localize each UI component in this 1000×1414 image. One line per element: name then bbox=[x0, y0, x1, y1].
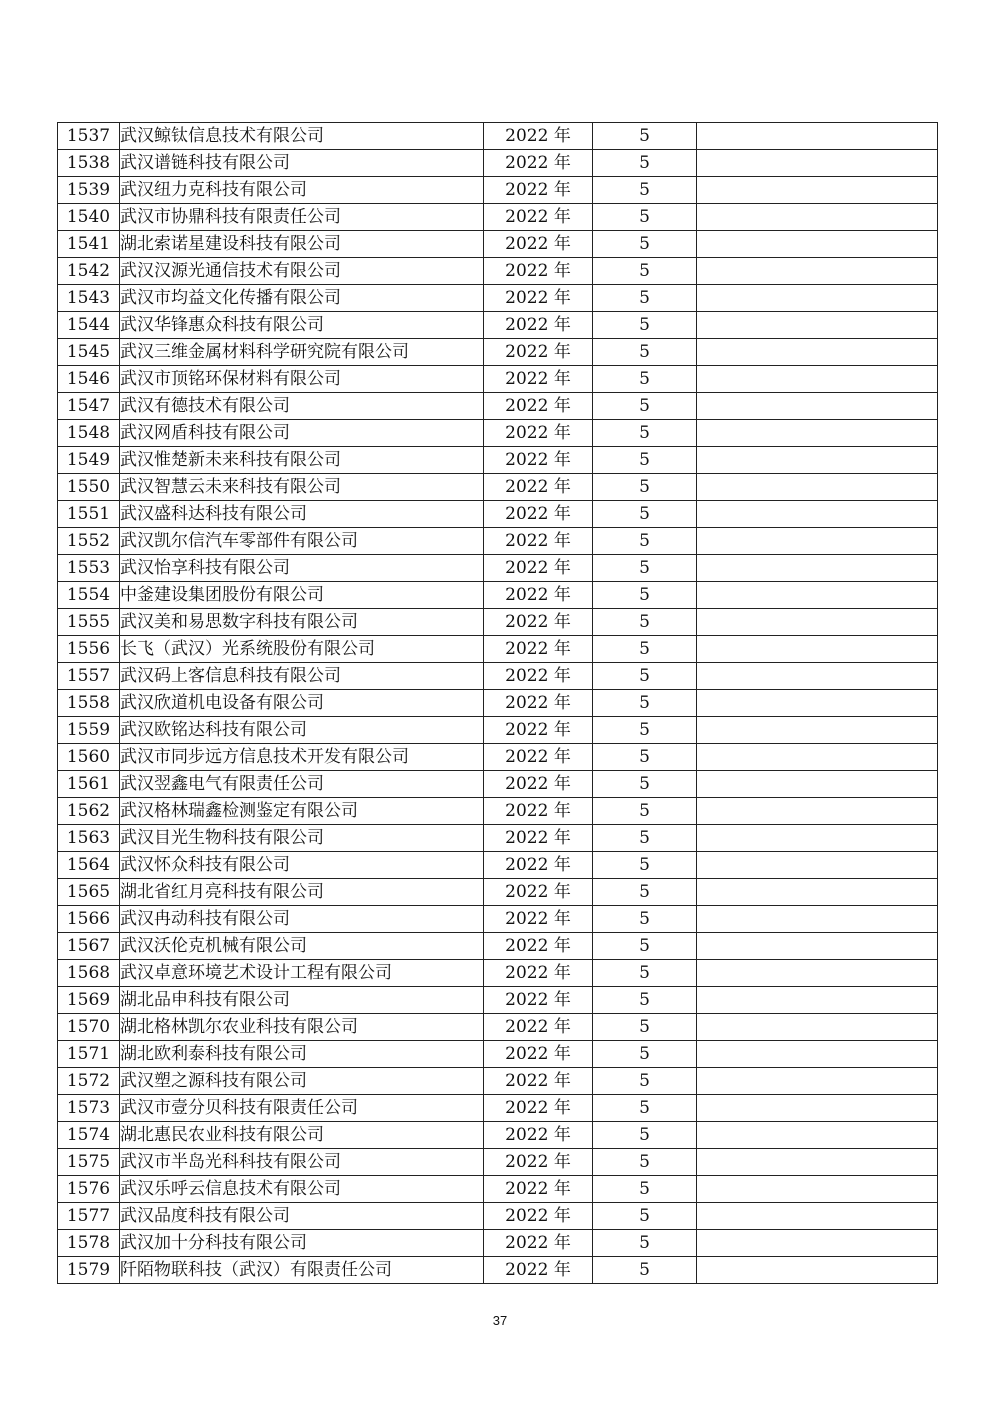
row-number-cell: 1577 bbox=[58, 1203, 120, 1230]
row-number-cell: 1551 bbox=[58, 501, 120, 528]
company-name-cell: 武汉翌鑫电气有限责任公司 bbox=[120, 771, 484, 798]
table-row bbox=[58, 231, 938, 258]
score-cell: 5 bbox=[593, 636, 697, 663]
row-number-cell: 1550 bbox=[58, 474, 120, 501]
table-row bbox=[58, 825, 938, 852]
company-name-cell: 湖北品申科技有限公司 bbox=[120, 987, 484, 1014]
score-cell: 5 bbox=[593, 771, 697, 798]
score-cell: 5 bbox=[593, 123, 697, 150]
note-cell bbox=[697, 1176, 938, 1203]
row-number-cell: 1576 bbox=[58, 1176, 120, 1203]
row-number-cell: 1549 bbox=[58, 447, 120, 474]
year-cell: 2022 年 bbox=[484, 393, 593, 420]
score-cell: 5 bbox=[593, 555, 697, 582]
row-number-cell: 1537 bbox=[58, 123, 120, 150]
table-row bbox=[58, 204, 938, 231]
company-name-cell: 武汉格林瑞鑫检测鉴定有限公司 bbox=[120, 798, 484, 825]
score-cell: 5 bbox=[593, 420, 697, 447]
row-number-cell: 1553 bbox=[58, 555, 120, 582]
score-cell: 5 bbox=[593, 474, 697, 501]
year-cell: 2022 年 bbox=[484, 366, 593, 393]
note-cell bbox=[697, 717, 938, 744]
year-cell: 2022 年 bbox=[484, 636, 593, 663]
table-row bbox=[58, 258, 938, 285]
year-cell: 2022 年 bbox=[484, 744, 593, 771]
year-cell: 2022 年 bbox=[484, 1014, 593, 1041]
year-cell: 2022 年 bbox=[484, 177, 593, 204]
note-cell bbox=[697, 1149, 938, 1176]
score-cell: 5 bbox=[593, 663, 697, 690]
company-name-cell: 武汉汉源光通信技术有限公司 bbox=[120, 258, 484, 285]
row-number-cell: 1547 bbox=[58, 393, 120, 420]
table-row bbox=[58, 150, 938, 177]
table-row bbox=[58, 717, 938, 744]
table-row bbox=[58, 690, 938, 717]
note-cell bbox=[697, 771, 938, 798]
note-cell bbox=[697, 393, 938, 420]
company-name-cell: 中釜建设集团股份有限公司 bbox=[120, 582, 484, 609]
year-cell: 2022 年 bbox=[484, 663, 593, 690]
note-cell bbox=[697, 312, 938, 339]
note-cell bbox=[697, 1041, 938, 1068]
score-cell: 5 bbox=[593, 582, 697, 609]
year-cell: 2022 年 bbox=[484, 150, 593, 177]
score-cell: 5 bbox=[593, 1041, 697, 1068]
row-number-cell: 1559 bbox=[58, 717, 120, 744]
company-name-cell: 武汉怡享科技有限公司 bbox=[120, 555, 484, 582]
row-number-cell: 1568 bbox=[58, 960, 120, 987]
company-name-cell: 武汉怀众科技有限公司 bbox=[120, 852, 484, 879]
table-row bbox=[58, 123, 938, 150]
year-cell: 2022 年 bbox=[484, 906, 593, 933]
score-cell: 5 bbox=[593, 1149, 697, 1176]
year-cell: 2022 年 bbox=[484, 285, 593, 312]
company-name-cell: 湖北欧利泰科技有限公司 bbox=[120, 1041, 484, 1068]
row-number-cell: 1555 bbox=[58, 609, 120, 636]
year-cell: 2022 年 bbox=[484, 1068, 593, 1095]
note-cell bbox=[697, 960, 938, 987]
row-number-cell: 1552 bbox=[58, 528, 120, 555]
row-number-cell: 1566 bbox=[58, 906, 120, 933]
row-number-cell: 1558 bbox=[58, 690, 120, 717]
company-name-cell: 武汉谱链科技有限公司 bbox=[120, 150, 484, 177]
table-row bbox=[58, 339, 938, 366]
note-cell bbox=[697, 420, 938, 447]
company-name-cell: 武汉市顶铭环保材料有限公司 bbox=[120, 366, 484, 393]
score-cell: 5 bbox=[593, 258, 697, 285]
score-cell: 5 bbox=[593, 798, 697, 825]
score-cell: 5 bbox=[593, 366, 697, 393]
year-cell: 2022 年 bbox=[484, 960, 593, 987]
table-row bbox=[58, 663, 938, 690]
row-number-cell: 1569 bbox=[58, 987, 120, 1014]
table-row bbox=[58, 1203, 938, 1230]
table-row bbox=[58, 582, 938, 609]
note-cell bbox=[697, 258, 938, 285]
row-number-cell: 1546 bbox=[58, 366, 120, 393]
table-row bbox=[58, 1176, 938, 1203]
note-cell bbox=[697, 690, 938, 717]
note-cell bbox=[697, 555, 938, 582]
note-cell bbox=[697, 285, 938, 312]
score-cell: 5 bbox=[593, 906, 697, 933]
table-row bbox=[58, 528, 938, 555]
note-cell bbox=[697, 339, 938, 366]
row-number-cell: 1567 bbox=[58, 933, 120, 960]
year-cell: 2022 年 bbox=[484, 825, 593, 852]
company-name-cell: 武汉市壹分贝科技有限责任公司 bbox=[120, 1095, 484, 1122]
note-cell bbox=[697, 1230, 938, 1257]
table-body bbox=[58, 123, 938, 1284]
table-row bbox=[58, 285, 938, 312]
note-cell bbox=[697, 825, 938, 852]
company-name-cell: 武汉冉动科技有限公司 bbox=[120, 906, 484, 933]
table-row bbox=[58, 393, 938, 420]
row-number-cell: 1560 bbox=[58, 744, 120, 771]
table-row bbox=[58, 1149, 938, 1176]
company-name-cell: 武汉惟楚新未来科技有限公司 bbox=[120, 447, 484, 474]
note-cell bbox=[697, 1257, 938, 1284]
note-cell bbox=[697, 1095, 938, 1122]
company-name-cell: 武汉鲸钛信息技术有限公司 bbox=[120, 123, 484, 150]
table-row bbox=[58, 987, 938, 1014]
company-name-cell: 长飞（武汉）光系统股份有限公司 bbox=[120, 636, 484, 663]
row-number-cell: 1557 bbox=[58, 663, 120, 690]
company-name-cell: 武汉有德技术有限公司 bbox=[120, 393, 484, 420]
row-number-cell: 1541 bbox=[58, 231, 120, 258]
table-row bbox=[58, 852, 938, 879]
table-row bbox=[58, 879, 938, 906]
note-cell bbox=[697, 447, 938, 474]
table-row bbox=[58, 420, 938, 447]
row-number-cell: 1538 bbox=[58, 150, 120, 177]
year-cell: 2022 年 bbox=[484, 879, 593, 906]
table-row bbox=[58, 1041, 938, 1068]
year-cell: 2022 年 bbox=[484, 501, 593, 528]
row-number-cell: 1564 bbox=[58, 852, 120, 879]
table-row bbox=[58, 555, 938, 582]
company-name-cell: 武汉卓意环境艺术设计工程有限公司 bbox=[120, 960, 484, 987]
row-number-cell: 1570 bbox=[58, 1014, 120, 1041]
company-name-cell: 湖北格林凯尔农业科技有限公司 bbox=[120, 1014, 484, 1041]
year-cell: 2022 年 bbox=[484, 231, 593, 258]
row-number-cell: 1565 bbox=[58, 879, 120, 906]
score-cell: 5 bbox=[593, 1257, 697, 1284]
year-cell: 2022 年 bbox=[484, 717, 593, 744]
score-cell: 5 bbox=[593, 1122, 697, 1149]
company-name-cell: 武汉三维金属材料科学研究院有限公司 bbox=[120, 339, 484, 366]
year-cell: 2022 年 bbox=[484, 1176, 593, 1203]
score-cell: 5 bbox=[593, 501, 697, 528]
score-cell: 5 bbox=[593, 852, 697, 879]
score-cell: 5 bbox=[593, 1014, 697, 1041]
year-cell: 2022 年 bbox=[484, 1203, 593, 1230]
note-cell bbox=[697, 609, 938, 636]
year-cell: 2022 年 bbox=[484, 1122, 593, 1149]
year-cell: 2022 年 bbox=[484, 204, 593, 231]
note-cell bbox=[697, 663, 938, 690]
row-number-cell: 1578 bbox=[58, 1230, 120, 1257]
note-cell bbox=[697, 150, 938, 177]
note-cell bbox=[697, 474, 938, 501]
score-cell: 5 bbox=[593, 879, 697, 906]
year-cell: 2022 年 bbox=[484, 852, 593, 879]
company-name-cell: 武汉目光生物科技有限公司 bbox=[120, 825, 484, 852]
row-number-cell: 1571 bbox=[58, 1041, 120, 1068]
row-number-cell: 1543 bbox=[58, 285, 120, 312]
table-row bbox=[58, 1230, 938, 1257]
note-cell bbox=[697, 123, 938, 150]
year-cell: 2022 年 bbox=[484, 339, 593, 366]
note-cell bbox=[697, 852, 938, 879]
score-cell: 5 bbox=[593, 393, 697, 420]
table-row bbox=[58, 501, 938, 528]
table-row bbox=[58, 366, 938, 393]
score-cell: 5 bbox=[593, 690, 697, 717]
score-cell: 5 bbox=[593, 825, 697, 852]
year-cell: 2022 年 bbox=[484, 123, 593, 150]
company-name-cell: 武汉凯尔信汽车零部件有限公司 bbox=[120, 528, 484, 555]
score-cell: 5 bbox=[593, 717, 697, 744]
company-name-cell: 武汉市同步远方信息技术开发有限公司 bbox=[120, 744, 484, 771]
row-number-cell: 1574 bbox=[58, 1122, 120, 1149]
score-cell: 5 bbox=[593, 339, 697, 366]
row-number-cell: 1572 bbox=[58, 1068, 120, 1095]
table-row bbox=[58, 636, 938, 663]
score-cell: 5 bbox=[593, 447, 697, 474]
table-row bbox=[58, 312, 938, 339]
score-cell: 5 bbox=[593, 204, 697, 231]
year-cell: 2022 年 bbox=[484, 933, 593, 960]
score-cell: 5 bbox=[593, 987, 697, 1014]
row-number-cell: 1548 bbox=[58, 420, 120, 447]
note-cell bbox=[697, 798, 938, 825]
year-cell: 2022 年 bbox=[484, 798, 593, 825]
company-name-cell: 武汉乐呼云信息技术有限公司 bbox=[120, 1176, 484, 1203]
company-name-cell: 武汉欣道机电设备有限公司 bbox=[120, 690, 484, 717]
table-row bbox=[58, 1122, 938, 1149]
company-name-cell: 武汉美和易思数字科技有限公司 bbox=[120, 609, 484, 636]
score-cell: 5 bbox=[593, 177, 697, 204]
table-row bbox=[58, 798, 938, 825]
note-cell bbox=[697, 501, 938, 528]
company-name-cell: 武汉市协鼎科技有限责任公司 bbox=[120, 204, 484, 231]
note-cell bbox=[697, 906, 938, 933]
note-cell bbox=[697, 933, 938, 960]
row-number-cell: 1562 bbox=[58, 798, 120, 825]
year-cell: 2022 年 bbox=[484, 1149, 593, 1176]
score-cell: 5 bbox=[593, 609, 697, 636]
note-cell bbox=[697, 528, 938, 555]
row-number-cell: 1556 bbox=[58, 636, 120, 663]
company-name-cell: 武汉市半岛光科科技有限公司 bbox=[120, 1149, 484, 1176]
row-number-cell: 1561 bbox=[58, 771, 120, 798]
note-cell bbox=[697, 1203, 938, 1230]
row-number-cell: 1542 bbox=[58, 258, 120, 285]
company-name-cell: 武汉欧铭达科技有限公司 bbox=[120, 717, 484, 744]
score-cell: 5 bbox=[593, 231, 697, 258]
company-name-cell: 湖北省红月亮科技有限公司 bbox=[120, 879, 484, 906]
company-name-cell: 武汉纽力克科技有限公司 bbox=[120, 177, 484, 204]
score-cell: 5 bbox=[593, 150, 697, 177]
score-cell: 5 bbox=[593, 312, 697, 339]
company-name-cell: 武汉华锋惠众科技有限公司 bbox=[120, 312, 484, 339]
year-cell: 2022 年 bbox=[484, 582, 593, 609]
row-number-cell: 1573 bbox=[58, 1095, 120, 1122]
row-number-cell: 1539 bbox=[58, 177, 120, 204]
table-row bbox=[58, 960, 938, 987]
row-number-cell: 1554 bbox=[58, 582, 120, 609]
note-cell bbox=[697, 879, 938, 906]
note-cell bbox=[697, 582, 938, 609]
table-row bbox=[58, 1257, 938, 1284]
company-name-cell: 武汉码上客信息科技有限公司 bbox=[120, 663, 484, 690]
table-row bbox=[58, 474, 938, 501]
company-name-cell: 湖北惠民农业科技有限公司 bbox=[120, 1122, 484, 1149]
table-row bbox=[58, 1095, 938, 1122]
row-number-cell: 1544 bbox=[58, 312, 120, 339]
score-cell: 5 bbox=[593, 1095, 697, 1122]
score-cell: 5 bbox=[593, 1176, 697, 1203]
company-name-cell: 武汉市均益文化传播有限公司 bbox=[120, 285, 484, 312]
year-cell: 2022 年 bbox=[484, 1230, 593, 1257]
row-number-cell: 1579 bbox=[58, 1257, 120, 1284]
year-cell: 2022 年 bbox=[484, 258, 593, 285]
company-name-cell: 武汉沃伦克机械有限公司 bbox=[120, 933, 484, 960]
year-cell: 2022 年 bbox=[484, 555, 593, 582]
table-row bbox=[58, 609, 938, 636]
year-cell: 2022 年 bbox=[484, 609, 593, 636]
company-name-cell: 武汉品度科技有限公司 bbox=[120, 1203, 484, 1230]
table-row bbox=[58, 1068, 938, 1095]
note-cell bbox=[697, 366, 938, 393]
score-cell: 5 bbox=[593, 960, 697, 987]
year-cell: 2022 年 bbox=[484, 987, 593, 1014]
table-row bbox=[58, 933, 938, 960]
year-cell: 2022 年 bbox=[484, 528, 593, 555]
company-name-cell: 阡陌物联科技（武汉）有限责任公司 bbox=[120, 1257, 484, 1284]
score-cell: 5 bbox=[593, 1068, 697, 1095]
score-cell: 5 bbox=[593, 1230, 697, 1257]
score-cell: 5 bbox=[593, 933, 697, 960]
score-cell: 5 bbox=[593, 744, 697, 771]
company-name-cell: 武汉加十分科技有限公司 bbox=[120, 1230, 484, 1257]
row-number-cell: 1545 bbox=[58, 339, 120, 366]
score-cell: 5 bbox=[593, 528, 697, 555]
note-cell bbox=[697, 1122, 938, 1149]
year-cell: 2022 年 bbox=[484, 771, 593, 798]
note-cell bbox=[697, 231, 938, 258]
company-table bbox=[57, 122, 938, 1284]
table-row bbox=[58, 771, 938, 798]
company-name-cell: 湖北索诺星建设科技有限公司 bbox=[120, 231, 484, 258]
note-cell bbox=[697, 1014, 938, 1041]
year-cell: 2022 年 bbox=[484, 1257, 593, 1284]
year-cell: 2022 年 bbox=[484, 690, 593, 717]
year-cell: 2022 年 bbox=[484, 312, 593, 339]
company-name-cell: 武汉网盾科技有限公司 bbox=[120, 420, 484, 447]
note-cell bbox=[697, 636, 938, 663]
table-row bbox=[58, 1014, 938, 1041]
score-cell: 5 bbox=[593, 285, 697, 312]
company-name-cell: 武汉塑之源科技有限公司 bbox=[120, 1068, 484, 1095]
row-number-cell: 1575 bbox=[58, 1149, 120, 1176]
note-cell bbox=[697, 1068, 938, 1095]
year-cell: 2022 年 bbox=[484, 420, 593, 447]
row-number-cell: 1563 bbox=[58, 825, 120, 852]
year-cell: 2022 年 bbox=[484, 1095, 593, 1122]
company-name-cell: 武汉智慧云未来科技有限公司 bbox=[120, 474, 484, 501]
table-row bbox=[58, 744, 938, 771]
table-row bbox=[58, 177, 938, 204]
note-cell bbox=[697, 204, 938, 231]
year-cell: 2022 年 bbox=[484, 447, 593, 474]
note-cell bbox=[697, 744, 938, 771]
year-cell: 2022 年 bbox=[484, 474, 593, 501]
row-number-cell: 1540 bbox=[58, 204, 120, 231]
table-row bbox=[58, 906, 938, 933]
year-cell: 2022 年 bbox=[484, 1041, 593, 1068]
note-cell bbox=[697, 987, 938, 1014]
note-cell bbox=[697, 177, 938, 204]
company-name-cell: 武汉盛科达科技有限公司 bbox=[120, 501, 484, 528]
page-number: 37 bbox=[492, 1313, 508, 1328]
table-row bbox=[58, 447, 938, 474]
score-cell: 5 bbox=[593, 1203, 697, 1230]
